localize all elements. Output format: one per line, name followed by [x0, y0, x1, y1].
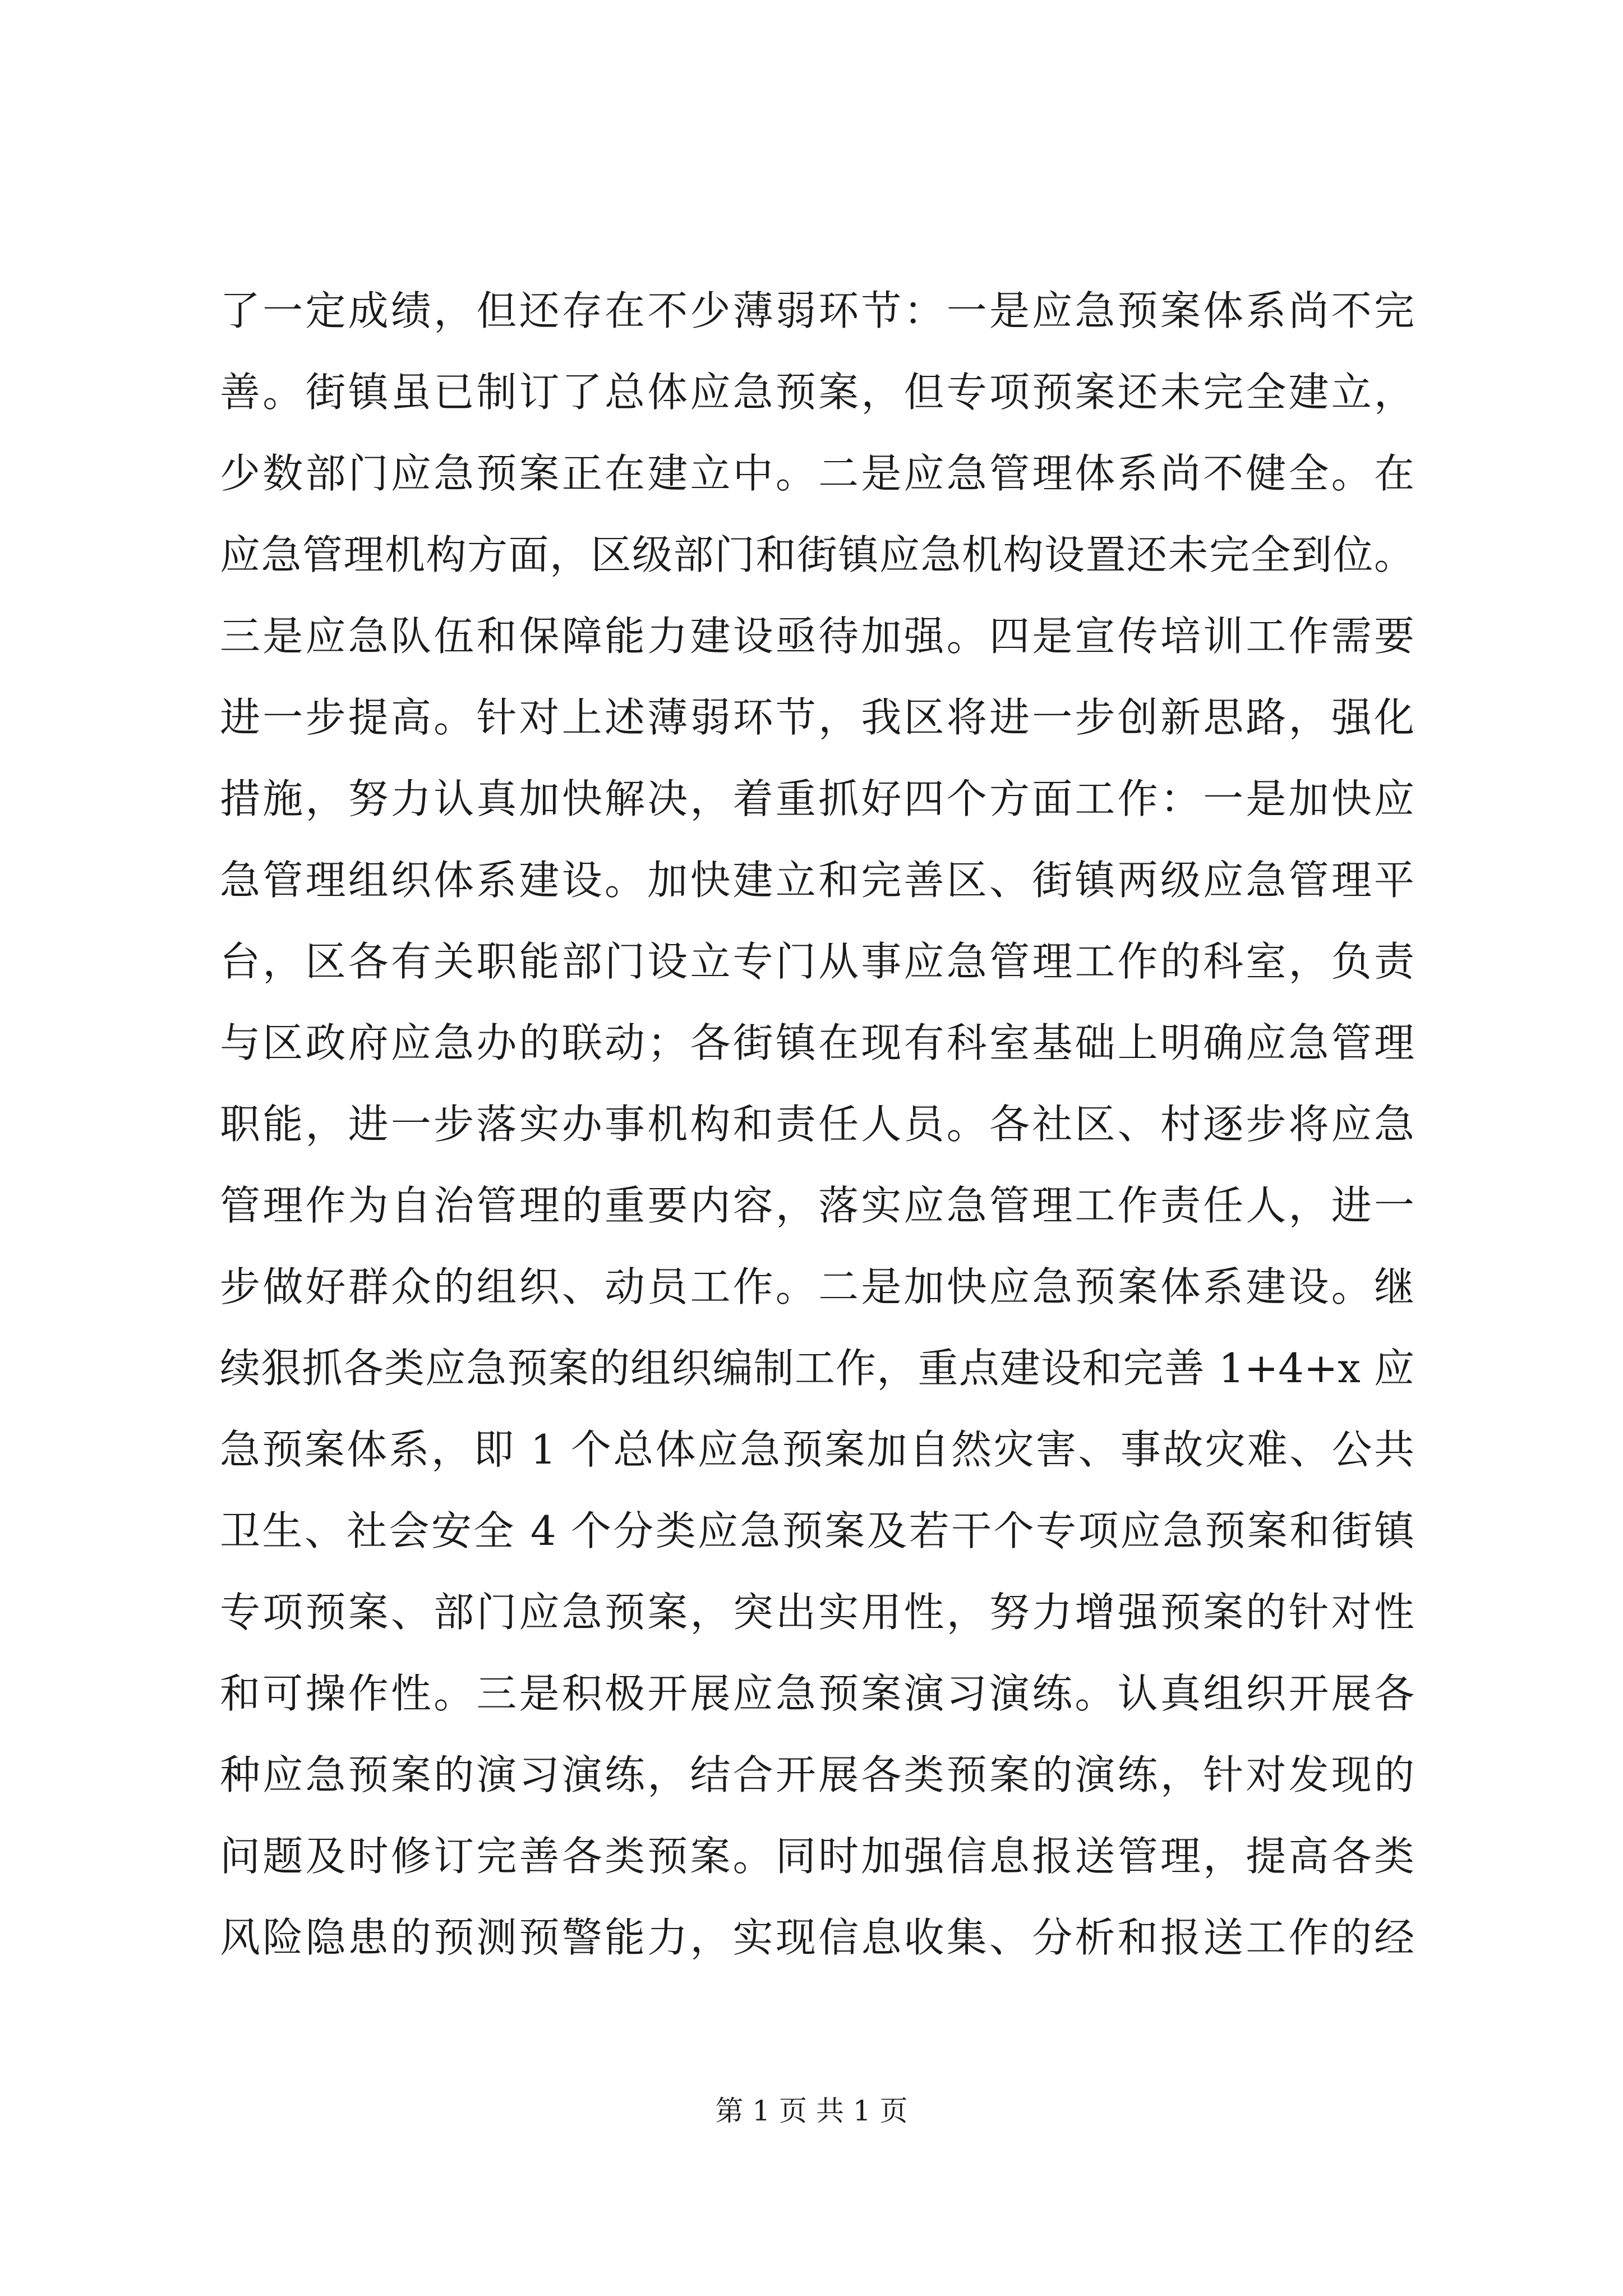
- text-line: 卫生、社会安全 4 个分类应急预案及若干个专项应急预案和街镇: [220, 1507, 1414, 1554]
- text-line: 和可操作性。三是积极开展应急预案演习演练。认真组织开展各: [220, 1670, 1414, 1717]
- text-line: 急预案体系，即 1 个总体应急预案加自然灾害、事故灾难、公共: [220, 1426, 1414, 1473]
- text-line: 问题及时修订完善各类预案。同时加强信息报送管理，提高各类: [220, 1833, 1414, 1880]
- body-text: [220, 270, 1414, 1978]
- text-line: 风险隐患的预测预警能力，实现信息收集、分析和报送工作的经: [220, 1914, 1414, 1961]
- text-line: 种应急预案的演习演练，结合开展各类预案的演练，针对发现的: [220, 1751, 1414, 1798]
- text-line: 进一步提高。针对上述薄弱环节，我区将进一步创新思路，强化: [220, 694, 1414, 741]
- text-line: 管理作为自治管理的重要内容，落实应急管理工作责任人，进一: [220, 1182, 1414, 1229]
- text-line: 台，区各有关职能部门设立专门从事应急管理工作的科室，负责: [220, 938, 1414, 985]
- text-line: 职能，进一步落实办事机构和责任人员。各社区、村逐步将应急: [220, 1101, 1414, 1148]
- text-line: 善。街镇虽已制订了总体应急预案，但专项预案还未完全建立，: [220, 369, 1414, 416]
- text-line: 专项预案、部门应急预案，突出实用性，努力增强预案的针对性: [220, 1589, 1414, 1636]
- text-line: 续狠抓各类应急预案的组织编制工作，重点建设和完善 1+4+x 应: [220, 1345, 1414, 1392]
- page-footer: 第 1 页 共 1 页: [715, 2095, 908, 2127]
- text-line: 措施，努力认真加快解决，着重抓好四个方面工作：一是加快应: [220, 775, 1414, 822]
- text-line: 步做好群众的组织、动员工作。二是加快应急预案体系建设。继: [220, 1263, 1414, 1310]
- text-line: 了一定成绩，但还存在不少薄弱环节：一是应急预案体系尚不完: [220, 287, 1414, 334]
- text-line: 三是应急队伍和保障能力建设亟待加强。四是宣传培训工作需要: [220, 613, 1414, 660]
- text-line: 与区政府应急办的联动；各街镇在现有科室基础上明确应急管理: [220, 1019, 1414, 1066]
- text-line: 应急管理机构方面，区级部门和街镇应急机构设置还未完全到位。: [220, 531, 1414, 578]
- text-line: 少数部门应急预案正在建立中。二是应急管理体系尚不健全。在: [220, 450, 1414, 497]
- text-line: 急管理组织体系建设。加快建立和完善区、街镇两级应急管理平: [220, 857, 1414, 904]
